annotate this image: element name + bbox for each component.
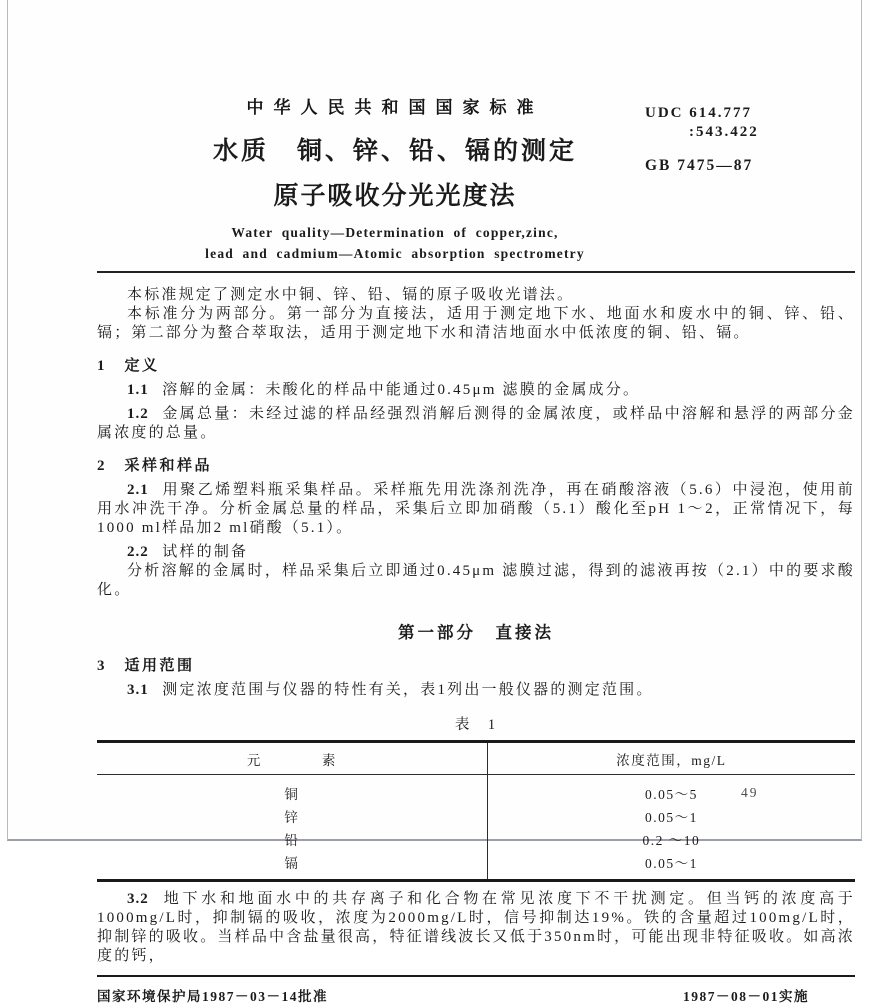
element-name: 镉 bbox=[97, 850, 487, 881]
implementation-date: 1987－08－01实施 bbox=[683, 989, 809, 1004]
approval-footer bbox=[97, 977, 855, 1005]
element-name: 铜 bbox=[97, 775, 487, 805]
section-2-sampling bbox=[97, 457, 855, 600]
approval-text: 国家环境保护局1987－03－14批准 bbox=[97, 989, 328, 1004]
title-english-line1: Water quality—Determination of copper,zinc, bbox=[231, 225, 559, 240]
clause-3-1-number: 3.1 bbox=[127, 682, 149, 698]
document-header bbox=[97, 93, 693, 262]
intro-paragraphs bbox=[97, 286, 855, 343]
clause-3-1 bbox=[97, 681, 855, 700]
clause-2-2-text: 试样的制备 bbox=[162, 544, 249, 560]
clause-3-2 bbox=[97, 890, 855, 966]
clause-3-2-block bbox=[97, 890, 855, 966]
clause-1-2-number: 1.2 bbox=[127, 406, 149, 422]
clause-3-1-text: 测定浓度范围与仪器的特性有关，表1列出一般仪器的测定范围。 bbox=[162, 682, 654, 698]
udc-code-line2: :543.422 bbox=[689, 124, 759, 140]
clause-2-2-paragraph: 分析溶解的金属时，样品采集后立即通过0.45μm 滤膜过滤，得到的滤液再按（2.1）中的要求酸化。 bbox=[97, 563, 855, 598]
intro-paragraph-2: 本标准分为两部分。第一部分为直接法，适用于测定地下水、地面水和废水中的铜、锌、铅、镉；第二部分为螯合萃取法，适用于测定地下水和清洁地面水中低浓度的铜、铅、镉。 bbox=[97, 306, 855, 341]
section-3-scope bbox=[97, 657, 855, 700]
table-1-col-range: 浓度范围，mg/L bbox=[487, 742, 855, 775]
section-3-heading: 3 适用范围 bbox=[97, 658, 195, 674]
table-1-caption: 表 1 bbox=[454, 717, 498, 733]
clause-3-2-number: 3.2 bbox=[127, 891, 149, 907]
table-row bbox=[97, 850, 855, 881]
element-range: 0.05～1 bbox=[644, 809, 698, 825]
clause-1-1 bbox=[97, 381, 855, 400]
clause-2-1 bbox=[97, 481, 855, 538]
clause-2-1-text: 用聚乙烯塑料瓶采集样品。采样瓶先用洗涤剂洗净，再在硝酸溶液（5.6）中浸泡，使用前用水冲洗干净。分析金属总量的样品，采集后立即加硝酸（5.1）酸化至pH 1～2，正常情况下，每1000 ml样品加2 ml硝酸（5.1）。 bbox=[97, 482, 855, 536]
clause-1-1-text: 溶解的金属：未酸化的样品中能通过0.45μm 滤膜的金属成分。 bbox=[162, 382, 641, 398]
udc-code-line1: UDC 614.777 bbox=[645, 105, 752, 121]
table-1 bbox=[97, 740, 855, 882]
page-number: 49 bbox=[741, 785, 759, 800]
clause-1-2 bbox=[97, 405, 855, 443]
national-standard-label: 中华人民共和国国家标准 bbox=[246, 98, 544, 117]
udc-and-standard-number bbox=[645, 104, 759, 175]
element-name: 铅 bbox=[97, 827, 487, 850]
title-chinese-line1: 水质 铜、锌、铅、镉的测定 bbox=[212, 138, 577, 165]
clause-3-2-text: 地下水和地面水中的共存离子和化合物在常见浓度下不干扰测定。但当钙的浓度高于1000mg/L时，抑制镉的吸收，浓度为2000mg/L时，信号抑制达19%。铁的含量超过100mg/L时，抑制锌的吸收。当样品中含盐量很高，特征谱线波长又低于350nm时，可能出现非特征吸收。如高浓度的钙， bbox=[97, 891, 855, 964]
intro-paragraph-1: 本标准规定了测定水中铜、锌、铅、镉的原子吸收光谱法。 bbox=[127, 287, 575, 303]
standard-number: GB 7475—87 bbox=[645, 157, 754, 174]
clause-1-1-number: 1.1 bbox=[127, 382, 149, 398]
clause-2-2 bbox=[97, 543, 855, 562]
section-1-heading: 1 定义 bbox=[97, 358, 160, 374]
element-range: 0.05～5 bbox=[644, 786, 698, 802]
table-1-col-element: 元 素 bbox=[97, 742, 487, 775]
header-divider-rule bbox=[97, 271, 855, 273]
element-range: 0.05～1 bbox=[644, 855, 698, 871]
element-range: 0.2 ～10 bbox=[642, 832, 701, 848]
part-1-title: 第一部分 直接法 bbox=[398, 623, 554, 642]
section-2-heading: 2 采样和样品 bbox=[97, 458, 213, 474]
clause-2-2-number: 2.2 bbox=[127, 544, 149, 560]
clause-1-2-text: 金属总量：未经过滤的样品经强烈消解后测得的金属浓度，或样品中溶解和悬浮的两部分金属浓度的总量。 bbox=[97, 406, 855, 441]
table-row bbox=[97, 827, 855, 850]
table-1-header-row bbox=[97, 742, 855, 775]
section-1-definitions bbox=[97, 357, 855, 443]
title-chinese-line2: 原子吸收分光光度法 bbox=[273, 183, 517, 210]
title-english-line2: lead and cadmium—Atomic absorption spectrometry bbox=[205, 246, 585, 261]
element-name: 锌 bbox=[97, 804, 487, 827]
clause-2-1-number: 2.1 bbox=[127, 482, 149, 498]
table-row bbox=[97, 804, 855, 827]
